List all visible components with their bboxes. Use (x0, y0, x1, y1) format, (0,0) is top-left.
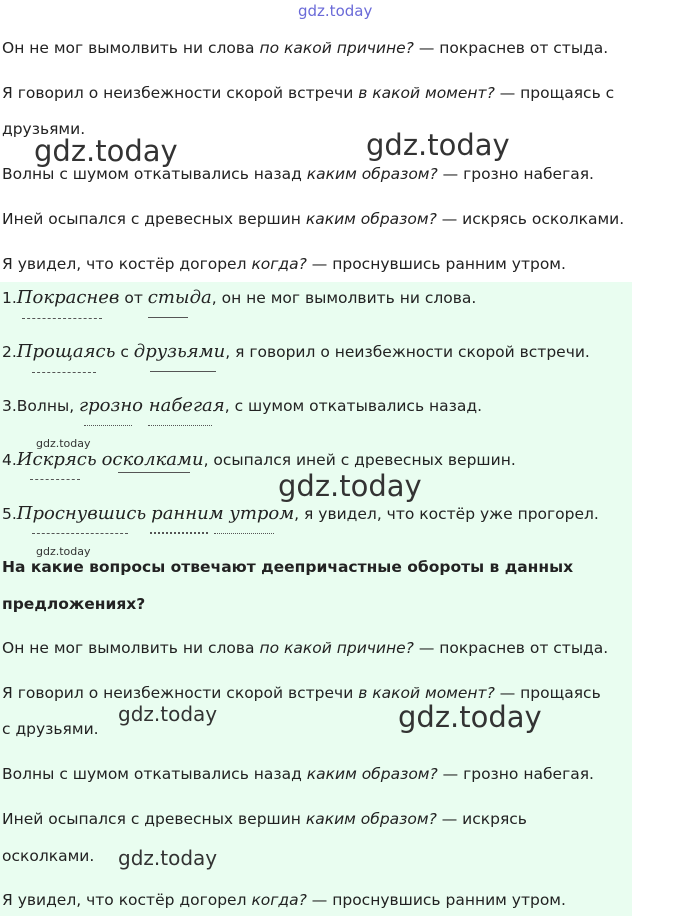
watermark: gdz.today (398, 700, 542, 734)
underline-mark (148, 425, 212, 426)
sentence-3: 3.Волны, грозно набегая, с шумом откатывались назад. (2, 395, 483, 416)
sentence-2: 2.Прощаясь с друзьями, я говорил о неизбежности скорой встречи. (2, 341, 590, 362)
question-heading: На какие вопросы отвечают деепричастные обороты в данных (2, 558, 574, 576)
text-line: Я говорил о неизбежности скорой встречи в какой момент? — прощаясь (2, 684, 601, 702)
underline-mark (32, 372, 96, 373)
underline-mark (22, 318, 102, 319)
text-line: с друзьями. (2, 720, 99, 738)
text-line: Я увидел, что костёр догорел когда? — проснувшись ранним утром. (2, 255, 566, 273)
sentence-5: 5.Проснувшись ранним утром, я увидел, что костёр уже прогорел. (2, 503, 599, 524)
text-line: Иней осыпался с древесных вершин каким образом? — искрясь (2, 810, 527, 828)
underline-mark (30, 479, 80, 480)
watermark: gdz.today (366, 128, 510, 162)
underline-mark (118, 472, 190, 473)
underline-mark (150, 371, 216, 372)
watermark: gdz.today (36, 437, 91, 450)
watermark: gdz.today (118, 702, 218, 726)
watermark-top: gdz.today (298, 2, 373, 20)
underline-mark (148, 317, 188, 318)
sentence-4: 4.Искрясь осколками, осыпался иней с древесных вершин. (2, 449, 516, 470)
question-heading-cont: предложениях? (2, 595, 146, 613)
sentence-1: 1.Покраснев от стыда, он не мог вымолвить ни слова. (2, 287, 477, 308)
underline-mark (84, 425, 132, 426)
underline-mark (32, 533, 128, 534)
underline-mark (150, 532, 208, 534)
watermark: gdz.today (34, 134, 178, 168)
watermark: gdz.today (36, 545, 91, 558)
text-line: Я говорил о неизбежности скорой встречи в какой момент? — прощаясь с (2, 84, 615, 102)
text-line: осколками. (2, 847, 95, 865)
watermark: gdz.today (118, 846, 218, 870)
text-line: друзьями. (2, 120, 86, 138)
underline-mark (214, 533, 274, 534)
text-line: Волны с шумом откатывались назад каким образом? — грозно набегая. (2, 765, 594, 783)
text-line: Волны с шумом откатывались назад каким образом? — грозно набегая. (2, 165, 594, 183)
text-line: Иней осыпался с древесных вершин каким образом? — искрясь осколками. (2, 210, 625, 228)
text-line: Он не мог вымолвить ни слова по какой причине? — покраснев от стыда. (2, 639, 609, 657)
watermark: gdz.today (278, 469, 422, 503)
text-line: Он не мог вымолвить ни слова по какой причине? — покраснев от стыда. (2, 39, 609, 57)
text-line: Я увидел, что костёр догорел когда? — проснувшись ранним утром. (2, 891, 566, 909)
